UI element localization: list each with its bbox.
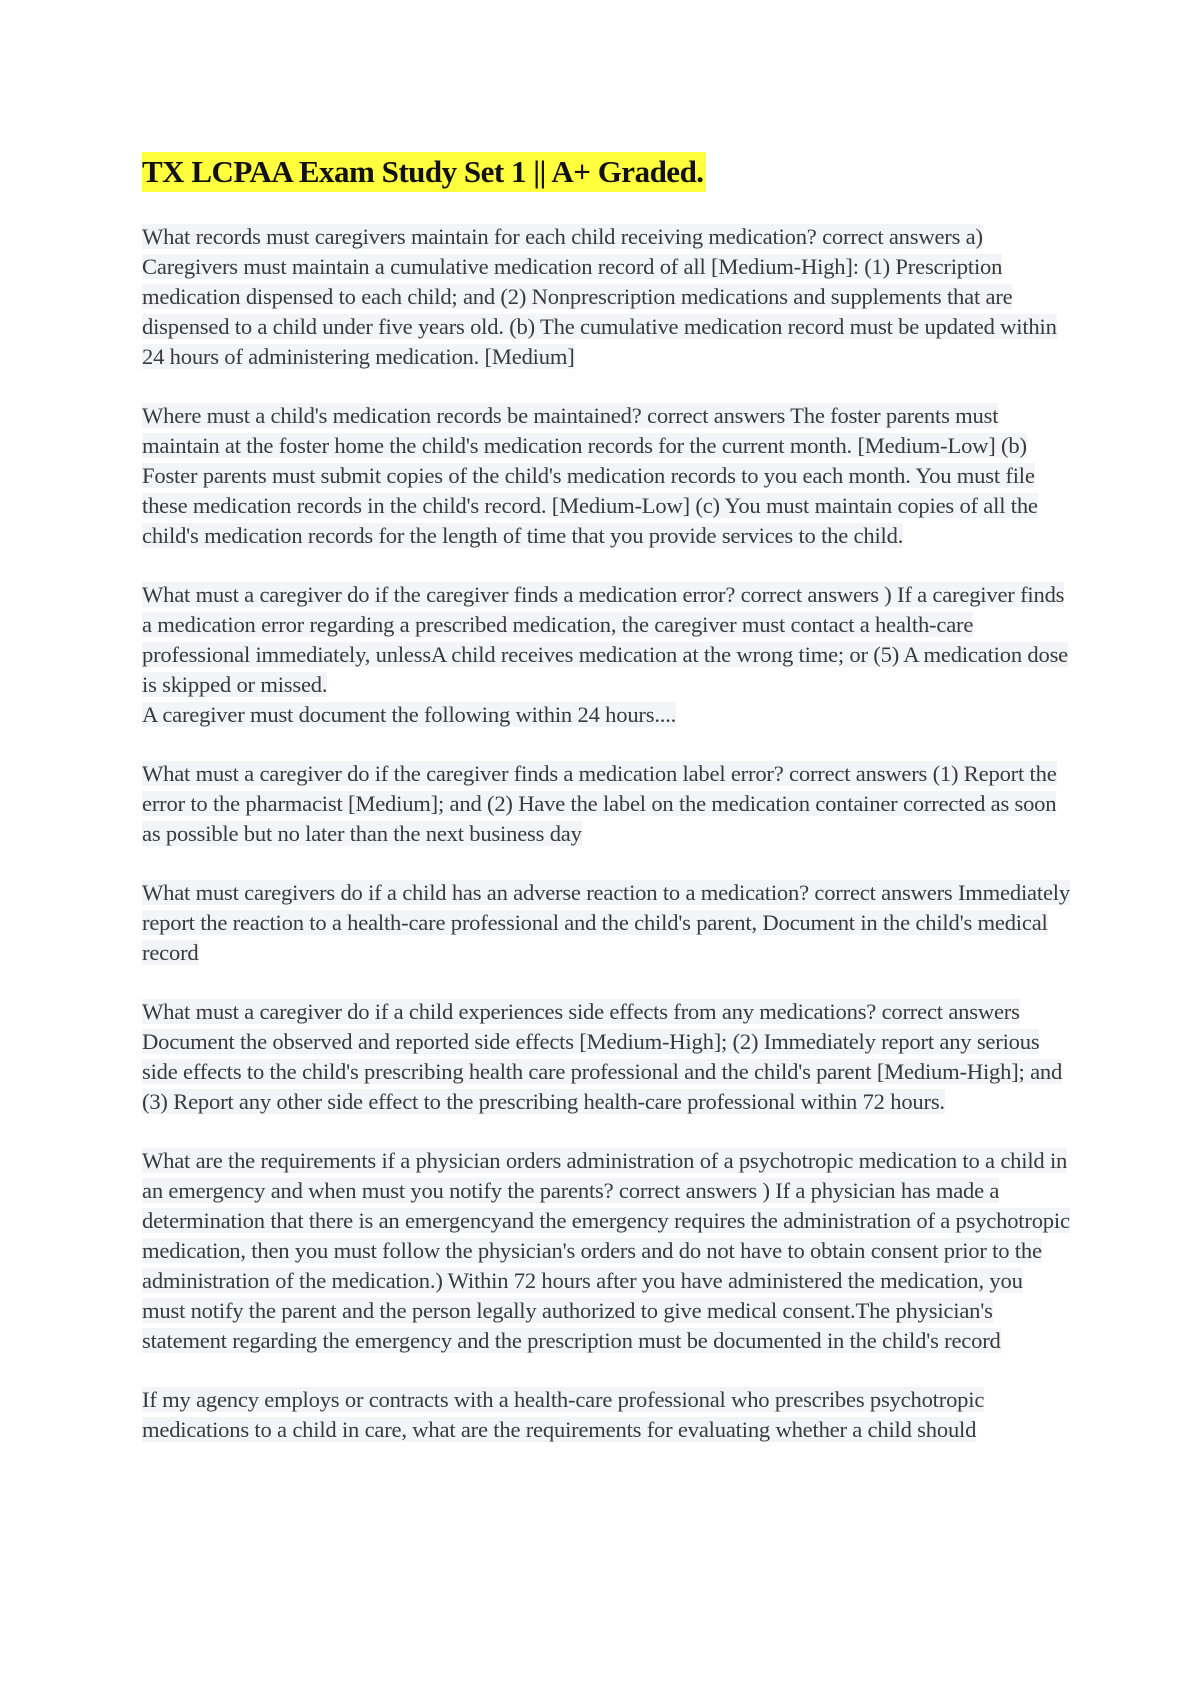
qa-entry — [142, 401, 1070, 551]
qa-entry — [142, 580, 1070, 730]
qa-entry — [142, 1146, 1070, 1356]
qa-entry-text: What records must caregivers maintain for each child receiving medication? correct answers a) Caregivers must maintain a cumulative medication record of all [Medium-High]: (1) Prescription medication dispensed to each child; and (2) Nonprescription medications and supplements that are dispensed to a child under five years old. (b) The cumulative medication record must be updated within 24 hours of administering medication. [Medium] — [142, 224, 1057, 369]
qa-entry — [142, 759, 1070, 849]
qa-entry-extra-text: A caregiver must document the following within 24 hours.... — [142, 702, 677, 727]
qa-entry-text: Where must a child's medication records be maintained? correct answers The foster parents must maintain at the foster home the child's medication records for the current month. [Medium-Low] (b) Foster parents must submit copies of the child's medication records to you each month. You must file these medication records in the child's record. [Medium-Low] (c) You must maintain copies of all the child's medication records for the length of time that you provide services to the child. — [142, 403, 1038, 548]
qa-entry-extra-line — [142, 700, 1070, 730]
document-page — [142, 152, 1070, 1474]
qa-entry — [142, 222, 1070, 372]
qa-entry — [142, 878, 1070, 968]
qa-entry-text: What must a caregiver do if a child experiences side effects from any medications? correct answers Document the observed and reported side effects [Medium-High]; (2) Immediately report any serious side effects to the child's prescribing health care professional and the child's parent [Medium-High]; and (3) Report any other side effect to the prescribing health-care professional within 72 hours. — [142, 999, 1063, 1114]
qa-entry-text: What are the requirements if a physician orders administration of a psychotropic medication to a child in an emergency and when must you notify the parents? correct answers ) If a physician has made a determination that there is an emergencyand the emergency requires the administration of a psychotropic medication, then you must follow the physician's orders and do not have to obtain consent prior to the administration of the medication.) Within 72 hours after you have administered the medication, you must notify the parent and the person legally authorized to give medical consent.The physician's statement regarding the emergency and the prescription must be documented in the child's record — [142, 1148, 1070, 1353]
qa-entry-text: What must caregivers do if a child has an adverse reaction to a medication? correct answers Immediately report the reaction to a health-care professional and the child's parent, Document in the child's medical record — [142, 880, 1070, 965]
qa-entry — [142, 997, 1070, 1117]
qa-entry-text: What must a caregiver do if the caregiver finds a medication error? correct answers ) If a caregiver finds a medication error regarding a prescribed medication, the caregiver must contact a health-care professional immediately, unlessA child receives medication at the wrong time; or (5) A medication dose is skipped or missed. — [142, 582, 1068, 697]
qa-entry-text: If my agency employs or contracts with a health-care professional who prescribes psychotropic medications to a child in care, what are the requirements for evaluating whether a child should — [142, 1387, 985, 1442]
qa-entry — [142, 1385, 1070, 1445]
qa-entry-text: What must a caregiver do if the caregiver finds a medication label error? correct answers (1) Report the error to the pharmacist [Medium]; and (2) Have the label on the medication container corrected as soon as possible but no later than the next business day — [142, 761, 1057, 846]
document-title: TX LCPAA Exam Study Set 1 || A+ Graded. — [142, 152, 706, 192]
